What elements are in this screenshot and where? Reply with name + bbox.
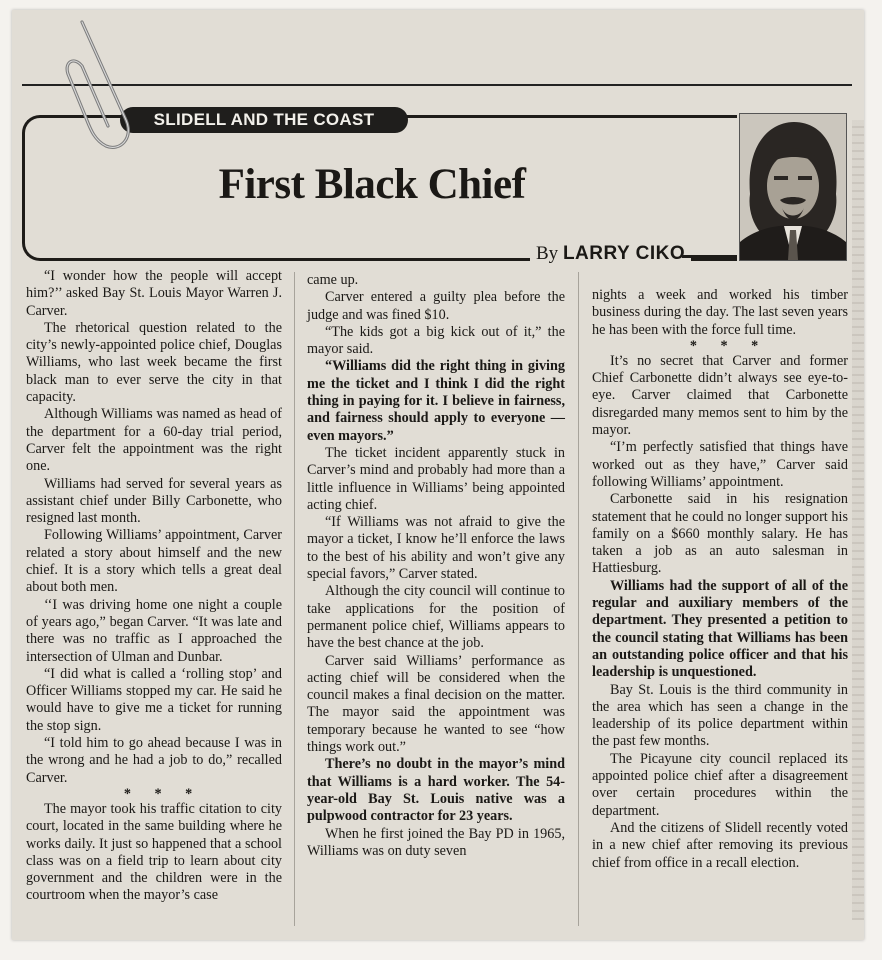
article-paragraph: Although Williams was named as head of the department for a 60-day trial period, Carver felt the appointment was the right one. xyxy=(26,406,282,475)
article-paragraph: The ticket incident apparently stuck in Carver’s mind and probably had more than a little influence in Williams’ being appointed acting chief. xyxy=(307,444,565,513)
article-paragraph: The rhetorical question related to the city’s newly-appointed police chief, Douglas Williams, who last week became the first black man to ever serve the city in that capacity. xyxy=(26,319,282,406)
article-paragraph: “I did what is called a ‘rolling stop’ and Officer Williams stopped my car. He said he would have to give me a ticket for running the stop sign. xyxy=(26,665,282,734)
article-paragraph: The Picayune city council replaced its appointed police chief after a disagreement over certain procedures within the department. xyxy=(592,750,848,819)
paperclip-icon xyxy=(64,10,144,158)
article-paragraph: “Williams did the right thing in giving me the ticket and I think I did the right thing in paying for it. I believe in fairness, and fairness should apply to everyone — even mayors.” xyxy=(307,358,565,444)
article-paragraph: nights a week and worked his timber business during the day. The last seven years he has been with the force full time. xyxy=(592,287,848,338)
article-paragraph: “If Williams was not afraid to give the mayor a ticket, I know he’ll enforce the laws to the best of his ability and won’t give any special favors,” Carver stated. xyxy=(307,514,565,583)
top-rule xyxy=(22,84,852,86)
article-paragraph: When he first joined the Bay PD in 1965, Williams was on duty seven xyxy=(307,825,565,859)
article-column-1 xyxy=(26,268,282,905)
article-paragraph: came up. xyxy=(307,272,359,288)
article-paragraph: There’s no doubt in the mayor’s mind that Williams is a hard worker. The 54-year-old Bay St. Louis native was a pulpwood contractor for 23 years. xyxy=(307,756,565,825)
article-column-2 xyxy=(307,272,565,860)
author-photo xyxy=(739,113,847,261)
article-paragraph: “I told him to go ahead because I was in the wrong and he had a job to do,” recalled Carver. xyxy=(26,735,282,786)
section-break: * * * xyxy=(689,337,769,354)
article-paragraph: Carver entered a guilty plea before the judge and was fined $10. xyxy=(307,289,565,323)
article-paragraph: “I wonder how the people will accept him?’’ asked Bay St. Louis Mayor Warren J. Carver. xyxy=(26,268,282,319)
byline-rule xyxy=(682,255,737,258)
torn-edge xyxy=(852,120,864,920)
article-paragraph: “The kids got a big kick out of it,” the mayor said. xyxy=(307,323,565,358)
article-paragraph: Williams had served for several years as assistant chief under Billy Carbonette, who resigned last month. xyxy=(26,475,282,527)
article-paragraph: Although the city council will continue to take applications for the position of permanent police chief, Williams appears to have the best chance at the job. xyxy=(307,583,565,652)
article-paragraph: Bay St. Louis is the third community in the area which has seen a change in the leadership of its police department within the past few months. xyxy=(592,681,848,750)
article-paragraph: Following Williams’ appointment, Carver related a story about himself and the new chief. It is a story which tells a great deal about both men. xyxy=(26,527,282,596)
header-frame-rule xyxy=(407,115,737,118)
byline xyxy=(530,243,691,265)
section-break: * * * xyxy=(123,785,203,802)
byline-name: LARRY CIKO xyxy=(562,243,686,264)
newspaper-clipping xyxy=(12,10,864,940)
article-paragraph: The mayor took his traffic citation to city court, located in the same building where he works daily. It just so happened that a school class was on a field trip to learn about city government and the children were in the courtroom when the mayor’s case xyxy=(26,800,282,904)
headline: First Black Chief xyxy=(218,161,526,208)
column-divider xyxy=(578,272,579,926)
byline-prefix: By xyxy=(536,243,559,264)
column-divider xyxy=(294,272,295,926)
article-paragraph: “I’m perfectly satisfied that things have worked out as they have,” Carver said following Williams’ appointment. xyxy=(592,439,848,490)
article-paragraph: Carbonette said in his resignation statement that he could no longer support his family on a $660 monthly salary. He has taken a job as an auto salesman in Hattiesburg. xyxy=(592,491,848,577)
section-label: SLIDELL AND THE COAST xyxy=(120,107,408,133)
article-paragraph: And the citizens of Slidell recently voted in a new chief after removing its previous chief from office in a recall election. xyxy=(592,819,848,871)
article-column-3 xyxy=(592,287,848,872)
article-paragraph: Williams had the support of all of the regular and auxiliary members of the department. They presented a petition to the council stating that Williams has been an outstanding police officer and that his leadership is unquestioned. xyxy=(592,577,848,681)
article-paragraph: Carver said Williams’ performance as acting chief will be considered when the council makes a final decision on the matter. The mayor said the appointment was temporary because he wanted to see “how things work out.” xyxy=(307,652,565,756)
article-paragraph: It’s no secret that Carver and former Chief Carbonette didn’t always see eye-to-eye. Carver claimed that Carbonette disregarded many memos sent to him by the mayor. xyxy=(592,352,848,439)
article-paragraph: ‘‘I was driving home one night a couple of years ago,” began Carver. “It was late and there was no traffic as I approached the intersection of Ulman and Dunbar. xyxy=(26,596,282,665)
